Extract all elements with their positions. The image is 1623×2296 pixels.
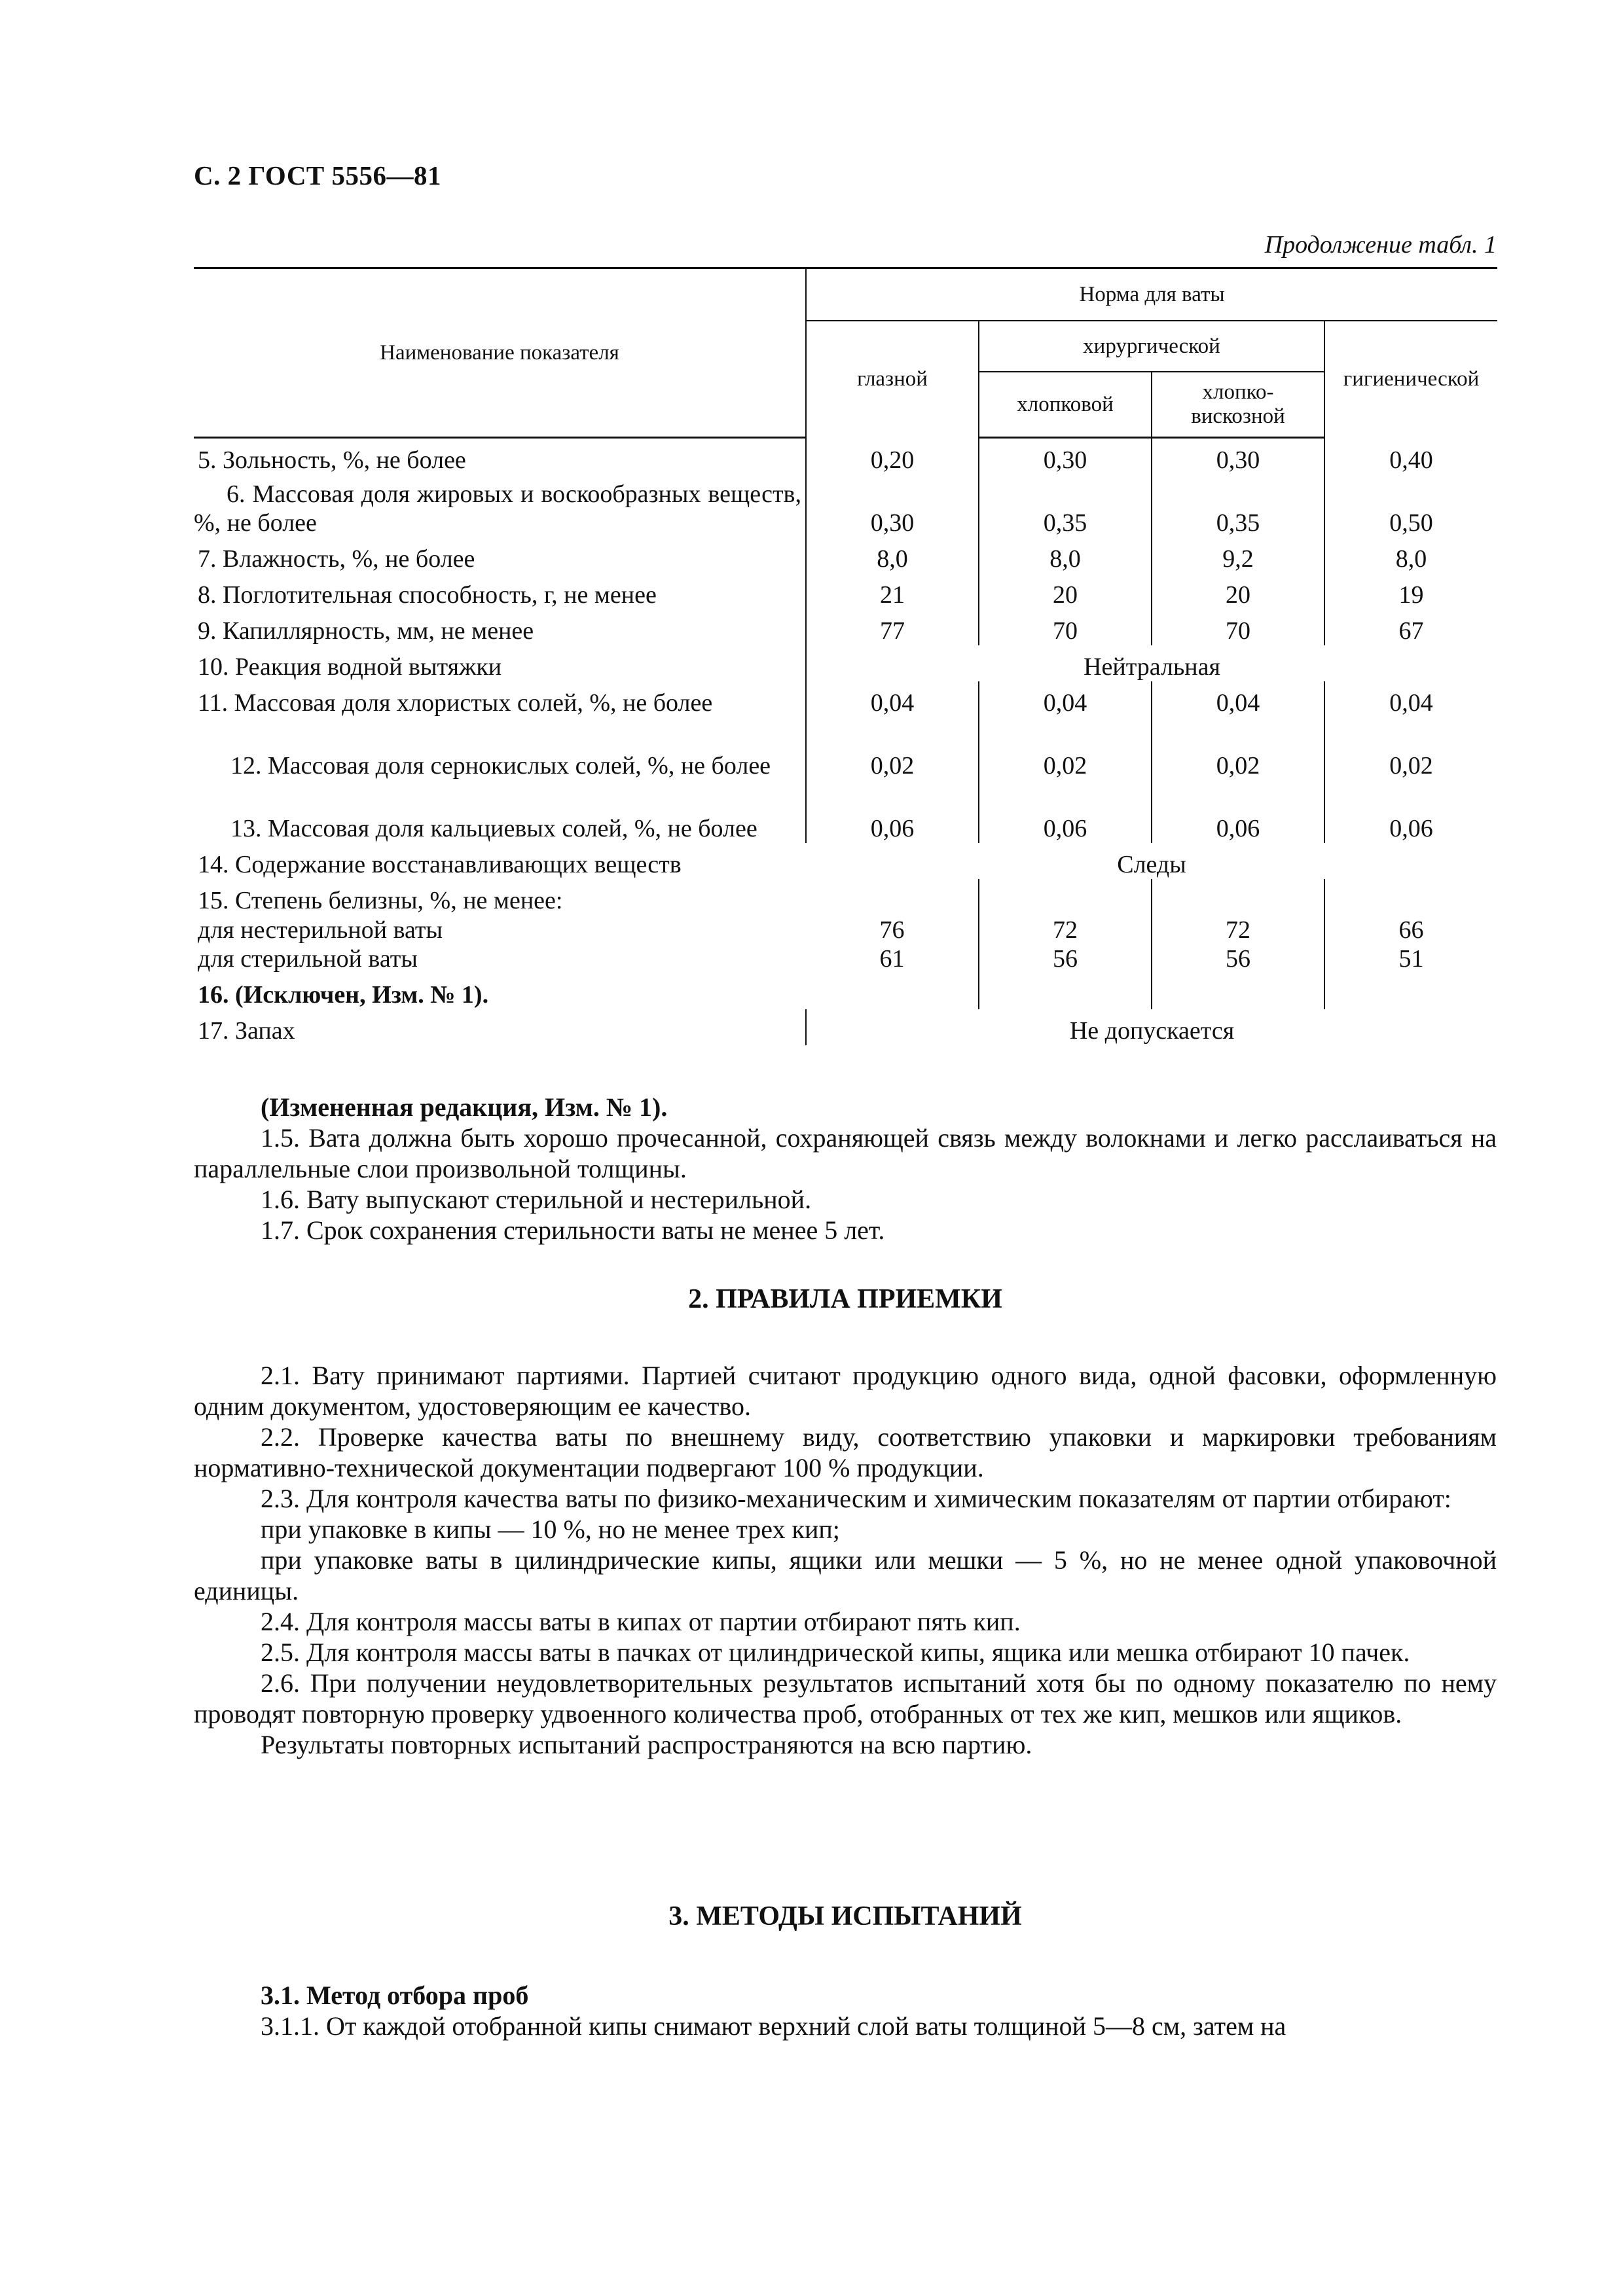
cell-cotton	[979, 973, 1152, 1009]
subsection-3-1-heading: 3.1. Метод отбора проб	[261, 1981, 529, 2010]
cell-hygienic: 66	[1324, 915, 1497, 944]
norms-table	[194, 267, 1497, 1045]
table-continuation-label: Продолжение табл. 1	[1264, 231, 1497, 259]
cell-eye: 0,06	[806, 780, 979, 843]
table-row	[194, 475, 1497, 537]
row-name: 6. Массовая доля жировых и воскообразных веществ, %, не более	[194, 480, 801, 537]
paragraph-1-5: 1.5. Вата должна быть хорошо прочесанной, сохраняющей связь между волокнами и легко расслаиваться на параллельные слои произвольной толщины.	[194, 1123, 1497, 1183]
cell-eye	[806, 879, 979, 915]
body-text-block-2	[194, 1360, 1497, 1760]
edit-note: (Измененная редакция, Изм. № 1).	[261, 1092, 668, 1122]
table-row	[194, 915, 1497, 944]
cell-eye: 0,02	[806, 717, 979, 780]
paragraph-2-5: 2.5. Для контроля массы ваты в пачках от цилиндрической кипы, ящика или мешка отбирают 10 пачек.	[261, 1638, 1410, 1667]
cell-cotton: 8,0	[979, 537, 1152, 573]
cell-hygienic: 0,06	[1324, 780, 1497, 843]
row-name: 5. Зольность, %, не более	[198, 446, 466, 474]
paragraph-1-7: 1.7. Срок сохранения стерильности ваты не менее 5 лет.	[261, 1215, 885, 1245]
table-row	[194, 609, 1497, 645]
paragraph-2-3: 2.3. Для контроля качества ваты по физико-механическим и химическим показателям от партии отбирают:	[261, 1484, 1451, 1513]
cell-cotton: 72	[979, 915, 1152, 944]
body-text-block-1	[194, 1092, 1497, 1246]
section-2-heading: 2. ПРАВИЛА ПРИЕМКИ	[688, 1284, 1002, 1314]
cell-hygienic: 0,02	[1324, 717, 1497, 780]
row-name: 11. Массовая доля хлористых солей, %, не более	[198, 689, 713, 717]
cell-cotton-viscose: 0,30	[1152, 438, 1324, 475]
table-row	[194, 438, 1497, 475]
cell-cotton: 70	[979, 609, 1152, 645]
body-text-block-3	[194, 1980, 1497, 2041]
table-row	[194, 973, 1497, 1009]
row-name: 12. Массовая доля сернокислых солей, %, не более	[230, 751, 771, 780]
cell-eye: 0,04	[806, 681, 979, 717]
header-eye: глазной	[806, 321, 979, 438]
row-name: для стерильной ваты	[198, 945, 418, 973]
cell-hygienic	[1324, 973, 1497, 1009]
cell-cotton: 0,30	[979, 438, 1152, 475]
paragraph-3-1-1: 3.1.1. От каждой отобранной кипы снимают верхний слой ваты толщиной 5—8 см, затем на	[261, 2011, 1286, 2041]
section-3-heading-wrap	[194, 1901, 1497, 1932]
cell-cotton-viscose: 9,2	[1152, 537, 1324, 573]
row-name: 17. Запах	[198, 1017, 295, 1045]
table-row	[194, 1009, 1497, 1045]
header-cotton-viscose: хлопко-вискозной	[1152, 372, 1324, 438]
section-2-heading-wrap	[194, 1284, 1497, 1315]
table-row	[194, 681, 1497, 717]
cell-cotton-viscose	[1152, 973, 1324, 1009]
cell-eye: 0,20	[806, 438, 979, 475]
header-norm: Норма для ваты	[806, 268, 1497, 321]
cell-hygienic: 0,04	[1324, 681, 1497, 717]
cell-cotton-viscose: 0,35	[1152, 475, 1324, 537]
row-name: 9. Капиллярность, мм, не менее	[198, 617, 534, 645]
cell-hygienic: 8,0	[1324, 537, 1497, 573]
paragraph-2-3-a: при упаковке в кипы — 10 %, но не менее трех кип;	[261, 1515, 840, 1544]
row-name: 10. Реакция водной вытяжки	[198, 653, 502, 681]
table-row	[194, 537, 1497, 573]
running-head: С. 2 ГОСТ 5556—81	[194, 160, 442, 190]
cell-cotton-viscose	[1152, 879, 1324, 915]
row-name: 14. Содержание восстанавливающих веществ	[198, 850, 682, 878]
cell-cotton: 0,04	[979, 681, 1152, 717]
cell-eye	[806, 973, 979, 1009]
row-name: 15. Степень белизны, %, не менее:	[198, 886, 563, 914]
cell-cotton-viscose: 0,04	[1152, 681, 1324, 717]
cell-hygienic	[1324, 879, 1497, 915]
cell-hygienic: 0,40	[1324, 438, 1497, 475]
table-row	[194, 573, 1497, 609]
row-name: 7. Влажность, %, не более	[198, 545, 475, 573]
cell-eye: 0,30	[806, 475, 979, 537]
cell-cotton-viscose: 20	[1152, 573, 1324, 609]
cell-merged-value: Следы	[1117, 850, 1186, 878]
cell-cotton-viscose: 72	[1152, 915, 1324, 944]
paragraph-2-3-b: при упаковке ваты в цилиндрические кипы, ящики или мешки — 5 %, но не менее одной упаковочной единицы.	[194, 1545, 1497, 1605]
cell-eye: 21	[806, 573, 979, 609]
header-hygienic: гигиенической	[1324, 321, 1497, 438]
header-cotton: хлопковой	[979, 372, 1152, 438]
table-row	[194, 645, 1497, 681]
cell-merged-value: Нейтральная	[806, 645, 1497, 681]
table-row	[194, 944, 1497, 973]
paragraph-1-6: 1.6. Вату выпускают стерильной и нестерильной.	[261, 1185, 812, 1214]
row-name: для нестерильной ваты	[198, 916, 443, 944]
section-3-heading: 3. МЕТОДЫ ИСПЫТАНИЙ	[668, 1901, 1022, 1931]
cell-cotton: 20	[979, 573, 1152, 609]
cell-cotton-viscose: 56	[1152, 944, 1324, 973]
cell-eye: 8,0	[806, 537, 979, 573]
cell-cotton-viscose: 0,02	[1152, 717, 1324, 780]
table-row	[194, 780, 1497, 843]
paragraph-2-1: 2.1. Вату принимают партиями. Партией считают продукцию одного вида, одной фасовки, оформленную одним документом, удостоверяющим ее качество.	[194, 1361, 1497, 1421]
cell-hygienic: 51	[1324, 944, 1497, 973]
cell-hygienic: 0,50	[1324, 475, 1497, 537]
table-row	[194, 843, 1497, 879]
cell-cotton: 0,02	[979, 717, 1152, 780]
paragraph-2-6-b: Результаты повторных испытаний распространяются на всю партию.	[261, 1730, 1032, 1759]
cell-cotton	[979, 879, 1152, 915]
paragraph-2-4: 2.4. Для контроля массы ваты в кипах от партии отбирают пять кип.	[261, 1607, 1021, 1636]
cell-cotton-viscose: 0,06	[1152, 780, 1324, 843]
cell-eye: 61	[879, 945, 905, 973]
header-surgical: хирургической	[979, 321, 1324, 372]
cell-cotton: 56	[979, 944, 1152, 973]
cell-eye: 77	[806, 609, 979, 645]
table-row	[194, 879, 1497, 915]
cell-hygienic: 67	[1324, 609, 1497, 645]
row-name: 16. (Исключен, Изм. № 1).	[198, 981, 489, 1009]
paragraph-2-2: 2.2. Проверке качества ваты по внешнему виду, соответствию упаковки и маркировки требованиям нормативно-технической документации подвергают 100 % продукции.	[194, 1422, 1497, 1482]
row-name: 8. Поглотительная способность, г, не менее	[198, 581, 657, 609]
table-row	[194, 717, 1497, 780]
cell-merged-value: Не допускается	[806, 1009, 1497, 1045]
cell-eye: 76	[879, 916, 905, 944]
paragraph-2-6: 2.6. При получении неудовлетворительных результатов испытаний хотя бы по одному показателю по нему проводят повторную проверку удвоенного количества проб, отобранных от тех же кип, мешков или ящиков.	[194, 1668, 1497, 1729]
cell-cotton-viscose: 70	[1152, 609, 1324, 645]
row-name: 13. Массовая доля кальциевых солей, %, не более	[230, 814, 757, 842]
cell-cotton: 0,06	[979, 780, 1152, 843]
cell-cotton: 0,35	[979, 475, 1152, 537]
header-indicator-name: Наименование показателя	[194, 268, 806, 438]
cell-hygienic: 19	[1324, 573, 1497, 609]
